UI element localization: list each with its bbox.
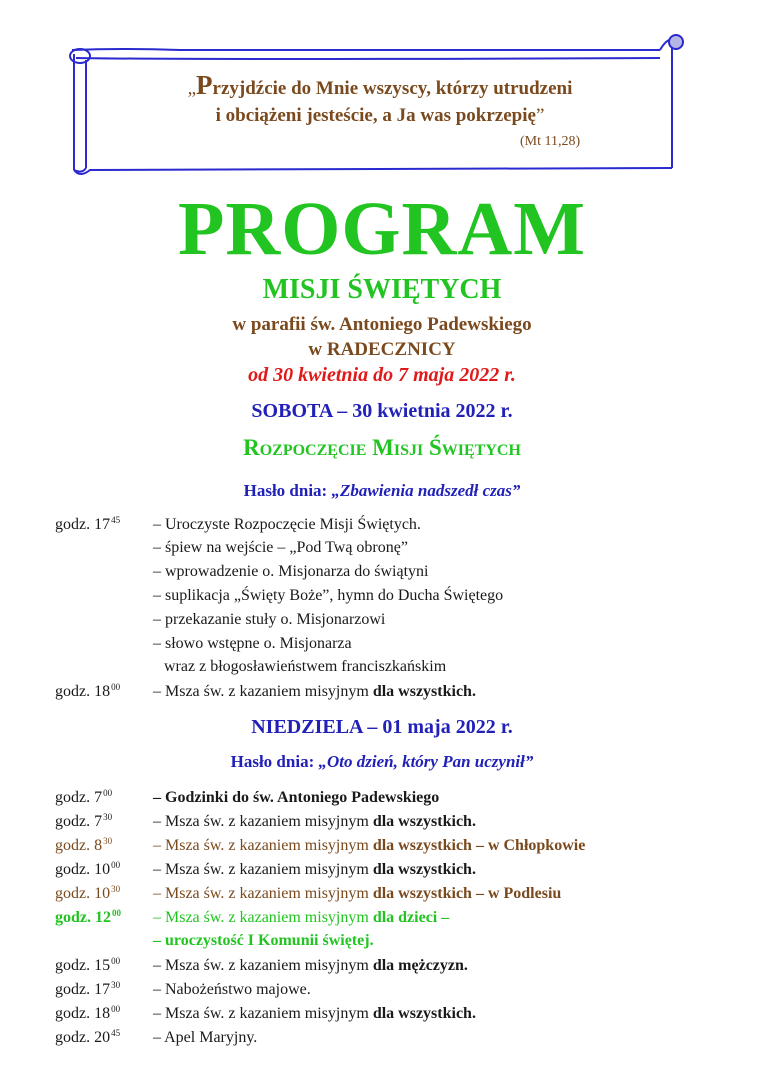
- schedule-subitem: – przekazanie stuły o. Misjonarzowi: [153, 611, 386, 628]
- entry-text: – Msza św. z kazaniem misyjnym: [153, 683, 373, 700]
- schedule-row: [55, 908, 449, 930]
- entry-bold: dla dzieci –: [372, 909, 450, 926]
- entry-text: – Msza św. z kazaniem misyjnym: [153, 813, 373, 830]
- entry-text: – Msza św. z kazaniem misyjnym: [153, 861, 373, 878]
- motto-label: Hasło dnia:: [230, 752, 319, 771]
- entry-text: – Msza św. z kazaniem misyjnym: [153, 885, 373, 902]
- time: godz. $7^{00}$: [55, 788, 113, 806]
- entry-text: – Msza św. z kazaniem misyjnym: [153, 1005, 373, 1022]
- schedule-row: [55, 956, 468, 978]
- time: godz. $15^{00}$: [55, 956, 121, 974]
- entry-bold: dla wszystkich.: [372, 861, 476, 878]
- schedule-row: [55, 515, 421, 537]
- schedule-row: [55, 980, 311, 1002]
- opening-heading: Rozpoczęcie Misji Świętych: [243, 435, 521, 460]
- time: godz. $18^{00}$: [55, 682, 121, 700]
- town-name: RADECZNICY: [326, 339, 456, 360]
- parish-line: w parafii św. Antoniego Padewskiego: [232, 314, 532, 335]
- time: godz. $12^{00}$: [55, 908, 121, 926]
- motto-text: „Oto dzień, który Pan uczynił”: [318, 752, 534, 771]
- time: godz. $20^{45}$: [55, 1028, 121, 1046]
- schedule-row: [55, 682, 476, 704]
- page-title: PROGRAM: [177, 187, 587, 271]
- time: godz. $17^{30}$: [55, 980, 121, 998]
- entry-text: – Msza św. z kazaniem misyjnym: [153, 837, 373, 854]
- schedule-subitem: – wprowadzenie o. Misjonarza do świątyni: [153, 563, 429, 580]
- schedule-row: [55, 788, 439, 810]
- quote-open-mark: „: [187, 78, 197, 99]
- mission-dates: od 30 kwietnia do 7 maja 2022 r.: [248, 364, 516, 386]
- schedule-subitem: – śpiew na wejście – „Pod Twą obronę”: [153, 539, 408, 556]
- schedule-subitem: – słowo wstępne o. Misjonarza: [153, 635, 352, 652]
- day1-heading: SOBOTA – 30 kwietnia 2022 r.: [251, 400, 513, 422]
- entry-bold: dla wszystkich – w Podlesiu: [372, 885, 562, 902]
- schedule-row: [55, 812, 476, 834]
- day1-motto: [0, 481, 764, 501]
- schedule-row: [55, 1028, 257, 1050]
- town-prefix: w: [308, 339, 327, 360]
- entry-bold: dla mężczyzn.: [372, 957, 468, 974]
- quote-line2: i obciążeni jesteście, a Ja was pokrzepię: [215, 105, 536, 126]
- town-line: [0, 339, 764, 361]
- quote-reference: (Mt 11,28): [520, 134, 581, 149]
- entry-text: – Msza św. z kazaniem misyjnym: [153, 957, 373, 974]
- quote-initial: P: [196, 70, 213, 100]
- entry-text: – Msza św. z kazaniem misyjnym: [153, 909, 373, 926]
- schedule-row: [55, 884, 561, 906]
- schedule-subitem: – suplikacja „Święty Boże”, hymn do Ducha Świętego: [153, 587, 504, 604]
- day2-motto: [0, 752, 764, 772]
- motto-label: Hasło dnia:: [243, 481, 332, 500]
- entry-bold: dla wszystkich – w Chłopkowie: [372, 837, 586, 854]
- entry-bold: dla wszystkich.: [372, 1005, 476, 1022]
- mission-subtitle: MISJI ŚWIĘTYCH: [262, 274, 502, 305]
- quote-line1: rzyjdźcie do Mnie wszyscy, którzy utrudzeni: [212, 78, 573, 99]
- schedule-row: [55, 1004, 476, 1026]
- schedule-row: [55, 836, 585, 858]
- motto-text: „Zbawienia nadszedł czas”: [331, 481, 521, 500]
- entry-bold: dla wszystkich.: [372, 813, 476, 830]
- schedule-row: [55, 860, 476, 882]
- bible-quote: [120, 72, 640, 129]
- schedule-subitem: wraz z błogosławieństwem franciszkańskim: [164, 658, 447, 675]
- time: godz. $7^{30}$: [55, 812, 113, 830]
- time: godz. $10^{30}$: [55, 884, 121, 902]
- time: godz. $18^{00}$: [55, 1004, 121, 1022]
- entry-text: – Nabożeństwo majowe.: [153, 981, 311, 998]
- time: godz. $10^{00}$: [55, 860, 121, 878]
- quote-close-mark: ”: [535, 105, 545, 126]
- entry-bold: dla wszystkich.: [372, 683, 476, 700]
- time: godz. $17^{45}$: [55, 515, 121, 533]
- entry-bold: – Godzinki do św. Antoniego Padewskiego: [153, 789, 440, 806]
- day2-heading: NIEDZIELA – 01 maja 2022 r.: [251, 716, 513, 738]
- communion-line: – uroczystość I Komunii świętej.: [153, 932, 374, 949]
- entry-text: – Uroczyste Rozpoczęcie Misji Świętych.: [153, 516, 421, 533]
- entry-text: – Apel Maryjny.: [153, 1029, 258, 1046]
- time: godz. $8^{30}$: [55, 836, 113, 854]
